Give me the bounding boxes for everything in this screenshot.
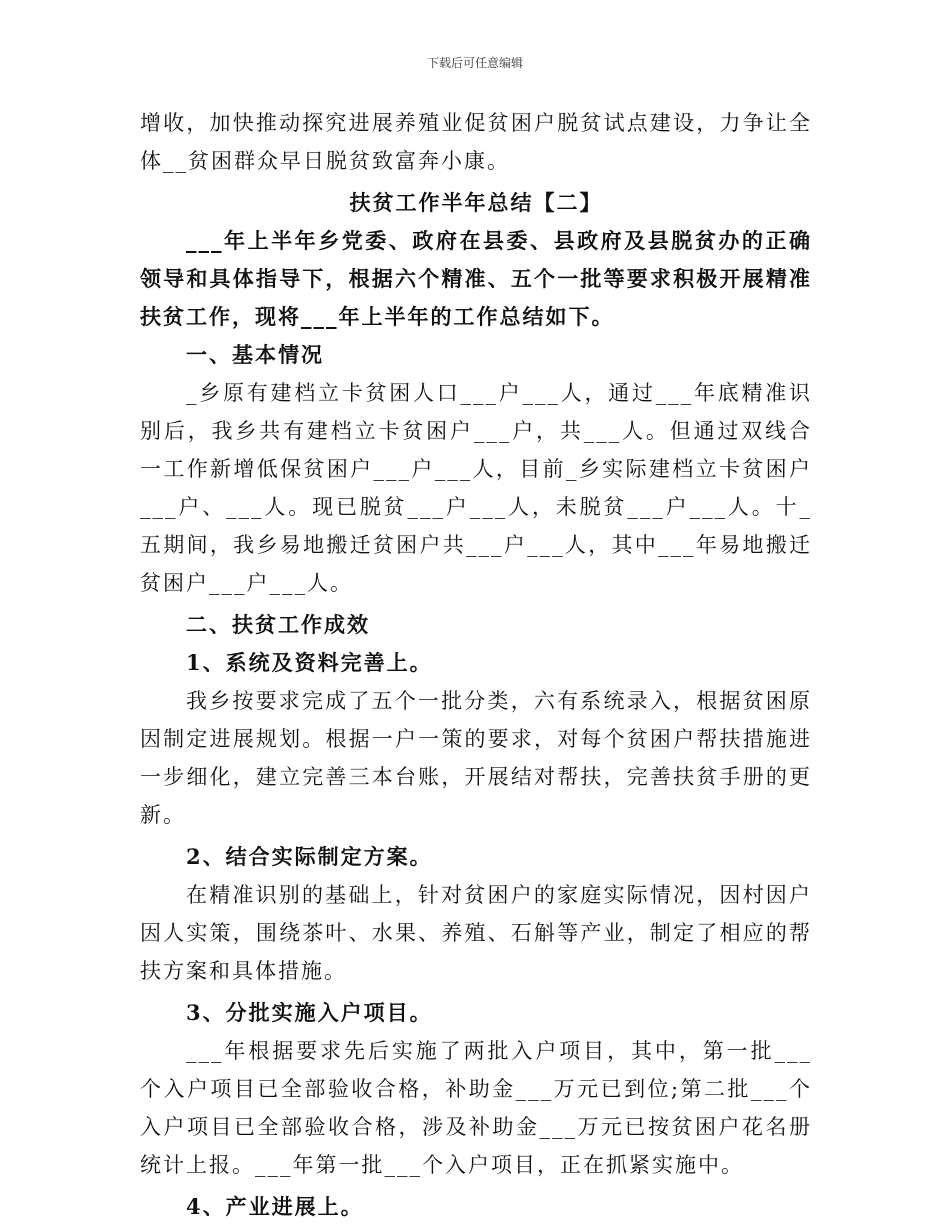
section1-paragraph: _乡原有建档立卡贫困人口___户___人，通过___年底精准识别后，我乡共有建档立卡贫困户___户，共___人。但通过双线合一工作新增低保贫困户___户___人，目前_乡实际建档立卡贫困户___户、___人。现已脱贫___户___人，未脱贫___户___人。十_五期间，我乡易地搬迁贫困户共___户___人，其中___年易地搬迁贫困户___户___人。 xyxy=(140,381,812,595)
section2-heading: 二、扶贫工作成效 xyxy=(186,612,370,637)
section1-heading: 一、基本情况 xyxy=(186,342,324,367)
item4-heading: 4、产业进展上。 xyxy=(186,1194,364,1219)
item1-heading: 1、系统及资料完善上。 xyxy=(186,650,433,675)
item2-heading: 2、结合实际制定方案。 xyxy=(186,844,433,869)
item2-paragraph: 在精准识别的基础上，针对贫困户的家庭实际情况，因村因户因人实策，围绕茶叶、水果、养殖、石斛等产业，制定了相应的帮扶方案和具体措施。 xyxy=(140,883,812,983)
item1-paragraph: 我乡按要求完成了五个一批分类，六有系统录入，根据贫困原因制定进展规划。根据一户一策的要求，对每个贫困户帮扶措施进一步细化，建立完善三本台账，开展结对帮扶，完善扶贫手册的更新。 xyxy=(140,689,812,827)
page-header-note: 下载后可任意编辑 xyxy=(426,56,523,70)
document-title: 扶贫工作半年总结【二】 xyxy=(349,190,603,215)
item3-heading: 3、分批实施入户项目。 xyxy=(186,1000,433,1025)
item3-paragraph: ___年根据要求先后实施了两批入户项目，其中，第一批___个入户项目已全部验收合格，补助金___万元已到位;第二批___个入户项目已全部验收合格，涉及补助金___万元已按贫困户花名册统计上报。___年第一批___个入户项目，正在抓紧实施中。 xyxy=(140,1039,812,1177)
paragraph-continuation: 增收，加快推动探究进展养殖业促贫困户脱贫试点建设，力争让全体__贫困群众早日脱贫致富奔小康。 xyxy=(140,111,812,173)
document-body xyxy=(140,104,812,1226)
intro-paragraph: ___年上半年乡党委、政府在县委、县政府及县脱贫办的正确领导和具体指导下，根据六个精准、五个一批等要求积极开展精准扶贫工作，现将___年上半年的工作总结如下。 xyxy=(140,228,812,329)
